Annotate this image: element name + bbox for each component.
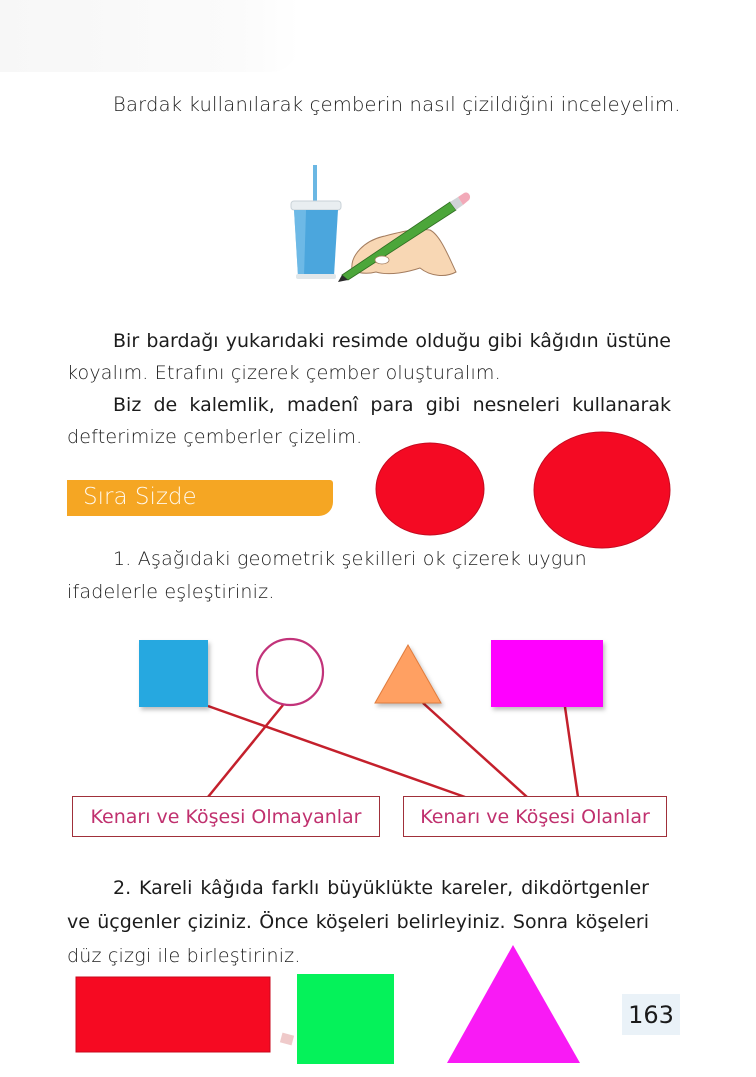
red-rectangle [76,977,270,1052]
question1-line1: 1. Aşağıdaki geometrik şekilleri ok çizerek uygun [113,548,587,570]
question1-line2: ifadelerle eşleştiriniz. [67,581,275,603]
page-number: 163 [622,994,680,1035]
paragraph1-line1: Bir bardağı yukarıdaki resimde olduğu gibi kâğıdın üstüne [113,330,671,352]
paragraph1-line2: koyalım. Etrafını çizerek çember oluşturalım. [67,362,501,384]
magenta-triangle [447,945,580,1063]
label-with-edges-corners: Kenarı ve Köşesi Olanlar [403,796,667,837]
paragraph2-line2: defterimize çemberler çizelim. [67,426,363,448]
paragraph2-line1: Biz de kalemlik, madenî para gibi nesneleri kullanarak [113,394,671,416]
label-no-edges-corners: Kenarı ve Köşesi Olmayanlar [72,796,380,837]
question2-line3: düz çizgi ile birleştiriniz. [67,945,301,967]
intro-text: Bardak kullanılarak çemberin nasıl çizildiğini inceleyelim. [113,93,681,116]
question2-line2: ve üçgenler çiziniz. Önce köşeleri belirleyiniz. Sonra köşeleri [67,911,649,933]
green-square [297,974,394,1064]
question2-line1: 2. Kareli kâğıda farklı büyüklükte kareler, dikdörtgenler [113,877,649,899]
section-header-label: Sıra Sizde [83,484,197,510]
